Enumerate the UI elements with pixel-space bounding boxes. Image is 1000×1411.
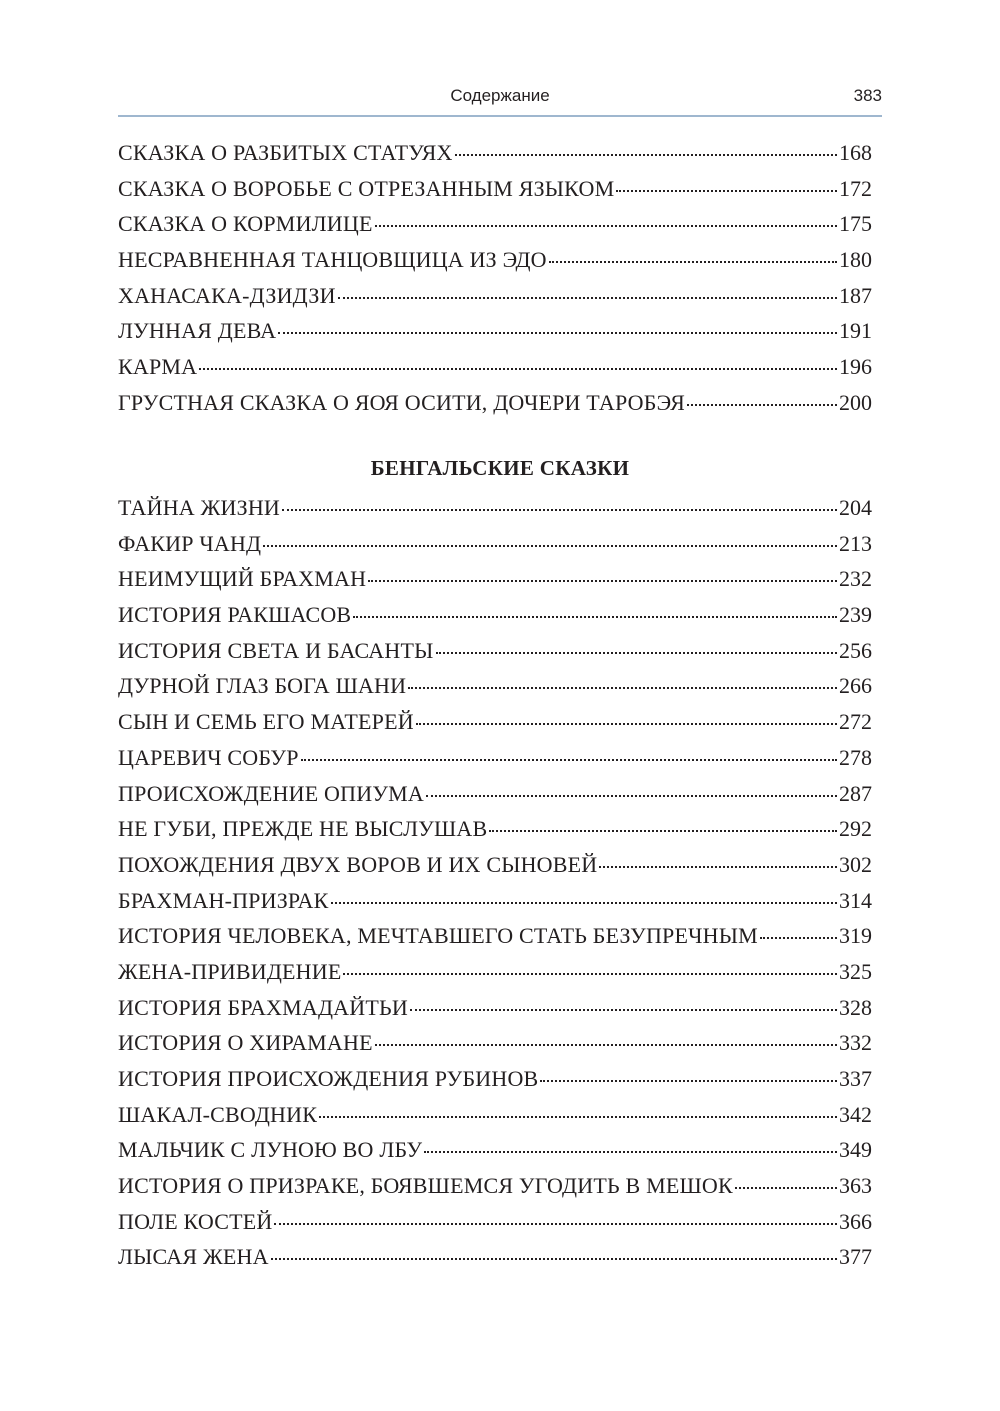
toc-entry-title: ИСТОРИЯ ПРОИСХОЖДЕНИЯ РУБИНОВ xyxy=(118,1066,539,1091)
toc-entry-title: ПОЛЕ КОСТЕЙ xyxy=(118,1208,273,1234)
toc-entry-title: НЕСРАВНЕННАЯ ТАНЦОВЩИЦА ИЗ ЭДО xyxy=(118,247,547,273)
toc-entry xyxy=(118,633,872,669)
toc-entry-page: 213 xyxy=(839,530,872,556)
toc-entry-title: ГРУСТНАЯ СКАЗКА О ЯОЯ ОСИТИ, ДОЧЕРИ ТАРОБЭЯ xyxy=(118,389,685,415)
dot-leader xyxy=(616,190,837,192)
toc-entry-page: 191 xyxy=(839,318,872,344)
toc-entry xyxy=(118,918,872,954)
dot-leader xyxy=(455,154,837,156)
toc-entry-page: 196 xyxy=(839,354,872,380)
toc-entry-page: 342 xyxy=(839,1101,872,1127)
toc-entry xyxy=(118,668,872,704)
toc-entry-page: 328 xyxy=(839,994,872,1020)
toc-entry-page: 349 xyxy=(839,1137,872,1163)
dot-leader xyxy=(408,687,837,689)
toc-entry-title: СКАЗКА О КОРМИЛИЦЕ xyxy=(118,211,373,237)
toc-entry-page: 175 xyxy=(839,211,872,237)
toc-entry-page: 337 xyxy=(839,1066,872,1091)
toc-entry-title: ПРОИСХОЖДЕНИЕ ОПИУМА xyxy=(118,780,424,806)
toc-entry-page: 278 xyxy=(839,744,872,770)
toc-entry-title: ИСТОРИЯ О ПРИЗРАКЕ, БОЯВШЕМСЯ УГОДИТЬ В МЕШОК xyxy=(118,1173,733,1199)
toc-list-bengal xyxy=(118,490,872,1275)
toc-entry-page: 314 xyxy=(839,887,872,913)
page-number: 383 xyxy=(853,86,882,105)
dot-leader xyxy=(375,1044,837,1046)
toc-entry-title: ИСТОРИЯ СВЕТА И БАСАНТЫ xyxy=(118,637,434,663)
toc-entry-page: 204 xyxy=(839,495,872,520)
dot-leader xyxy=(416,723,837,725)
dot-leader xyxy=(410,1009,837,1011)
toc-entry xyxy=(118,847,872,883)
toc-entry xyxy=(118,1061,872,1097)
dot-leader xyxy=(343,973,837,975)
dot-leader xyxy=(278,332,837,334)
dot-leader xyxy=(489,830,837,832)
toc-entry xyxy=(118,385,872,421)
toc-entry-title: ЛЫСАЯ ЖЕНА xyxy=(118,1244,269,1270)
toc-entry xyxy=(118,776,872,812)
toc-entry xyxy=(118,990,872,1026)
toc-entry-title: ХАНАСАКА-ДЗИДЗИ xyxy=(118,282,336,308)
toc-entry xyxy=(118,242,872,278)
dot-leader xyxy=(331,902,837,904)
toc-entry-title: ЦАРЕВИЧ СОБУР xyxy=(118,744,299,770)
toc-entry-title: НЕИМУЩИЙ БРАХМАН xyxy=(118,566,367,592)
toc-entry xyxy=(118,1025,872,1061)
toc-entry-page: 332 xyxy=(839,1030,872,1056)
toc-entry-title: СКАЗКА О ВОРОБЬЕ С ОТРЕЗАННЫМ ЯЗЫКОМ xyxy=(118,175,615,201)
toc-entry xyxy=(118,1204,872,1240)
toc-entry xyxy=(118,349,872,385)
toc-entry-title: ИСТОРИЯ РАКШАСОВ xyxy=(118,602,352,628)
toc-entry xyxy=(118,811,872,847)
dot-leader xyxy=(375,225,837,227)
dot-leader xyxy=(549,261,837,263)
dot-leader xyxy=(735,1187,837,1189)
toc-entry-page: 200 xyxy=(839,389,872,415)
toc-entry-page: 232 xyxy=(839,566,872,592)
toc-entry xyxy=(118,278,872,314)
toc-entry xyxy=(118,206,872,242)
toc-entry-title: ИСТОРИЯ О ХИРАМАНЕ xyxy=(118,1030,373,1056)
toc-entry-title: КАРМА xyxy=(118,354,198,380)
toc-entry-page: 319 xyxy=(839,923,872,949)
toc-entry-title: ЛУННАЯ ДЕВА xyxy=(118,318,277,344)
dot-leader xyxy=(353,616,837,618)
running-header-title: Содержание xyxy=(450,86,550,105)
toc-entry xyxy=(118,171,872,207)
dot-leader xyxy=(599,866,837,868)
toc-entry-title: МАЛЬЧИК С ЛУНОЮ ВО ЛБУ xyxy=(118,1137,423,1163)
toc-entry-title: ИСТОРИЯ ЧЕЛОВЕКА, МЕЧТАВШЕГО СТАТЬ БЕЗУПРЕЧНЫМ xyxy=(118,923,758,949)
toc-entry xyxy=(118,313,872,349)
dot-leader xyxy=(540,1080,837,1082)
toc-entry-page: 172 xyxy=(839,175,872,201)
dot-leader xyxy=(199,368,837,370)
toc-entry-title: НЕ ГУБИ, ПРЕЖДЕ НЕ ВЫСЛУШАВ xyxy=(118,816,488,842)
toc-entry-title: ПОХОЖДЕНИЯ ДВУХ ВОРОВ И ИХ СЫНОВЕЙ xyxy=(118,851,598,877)
toc-entry-title: ТАЙНА ЖИЗНИ xyxy=(118,495,280,520)
toc-entry-title: БРАХМАН-ПРИЗРАК xyxy=(118,887,329,913)
dot-leader xyxy=(263,545,837,547)
toc-entry-page: 302 xyxy=(839,851,872,877)
toc-entry-page: 272 xyxy=(839,709,872,735)
dot-leader xyxy=(426,795,837,797)
toc-entry-page: 168 xyxy=(839,140,872,165)
toc-entry xyxy=(118,490,872,526)
dot-leader xyxy=(436,652,837,654)
toc-entry xyxy=(118,1239,872,1275)
dot-leader xyxy=(760,937,837,939)
toc-entry-page: 266 xyxy=(839,673,872,699)
dot-leader xyxy=(271,1258,837,1260)
toc-entry xyxy=(118,704,872,740)
dot-leader xyxy=(274,1223,837,1225)
toc-entry-page: 187 xyxy=(839,282,872,308)
toc-entry-page: 363 xyxy=(839,1173,872,1199)
toc-entry-title: ШАКАЛ-СВОДНИК xyxy=(118,1101,318,1127)
dot-leader xyxy=(319,1116,837,1118)
dot-leader xyxy=(687,404,837,406)
toc-entry xyxy=(118,1097,872,1133)
toc-entry xyxy=(118,561,872,597)
toc-entry-page: 325 xyxy=(839,958,872,984)
toc-entry xyxy=(118,883,872,919)
toc-entry-page: 366 xyxy=(839,1208,872,1234)
toc-entry-page: 256 xyxy=(839,637,872,663)
toc-entry xyxy=(118,740,872,776)
header-rule xyxy=(118,115,882,117)
toc-entry-title: СКАЗКА О РАЗБИТЫХ СТАТУЯХ xyxy=(118,140,453,165)
toc-entry xyxy=(118,954,872,990)
dot-leader xyxy=(368,580,837,582)
toc-list-top xyxy=(118,135,872,421)
toc-entry-page: 377 xyxy=(839,1244,872,1270)
dot-leader xyxy=(424,1151,837,1153)
toc-entry xyxy=(118,1132,872,1168)
toc-entry xyxy=(118,1168,872,1204)
toc-entry xyxy=(118,135,872,171)
toc-entry-page: 180 xyxy=(839,247,872,273)
toc-entry-title: ИСТОРИЯ БРАХМАДАЙТЬИ xyxy=(118,994,408,1020)
toc-entry-title: СЫН И СЕМЬ ЕГО МАТЕРЕЙ xyxy=(118,709,414,735)
toc-entry-title: ДУРНОЙ ГЛАЗ БОГА ШАНИ xyxy=(118,673,407,699)
toc-entry-title: ФАКИР ЧАНД xyxy=(118,530,262,556)
dot-leader xyxy=(338,297,837,299)
section-heading: БЕНГАЛЬСКИЕ СКАЗКИ xyxy=(370,456,630,480)
toc-entry-page: 287 xyxy=(839,780,872,806)
dot-leader xyxy=(282,509,837,511)
dot-leader xyxy=(301,759,837,761)
running-header xyxy=(118,84,882,114)
toc-entry-page: 239 xyxy=(839,602,872,628)
toc-entry xyxy=(118,526,872,562)
toc-entry xyxy=(118,597,872,633)
toc-entry-title: ЖЕНА-ПРИВИДЕНИЕ xyxy=(118,958,342,984)
toc-entry-page: 292 xyxy=(839,816,872,842)
